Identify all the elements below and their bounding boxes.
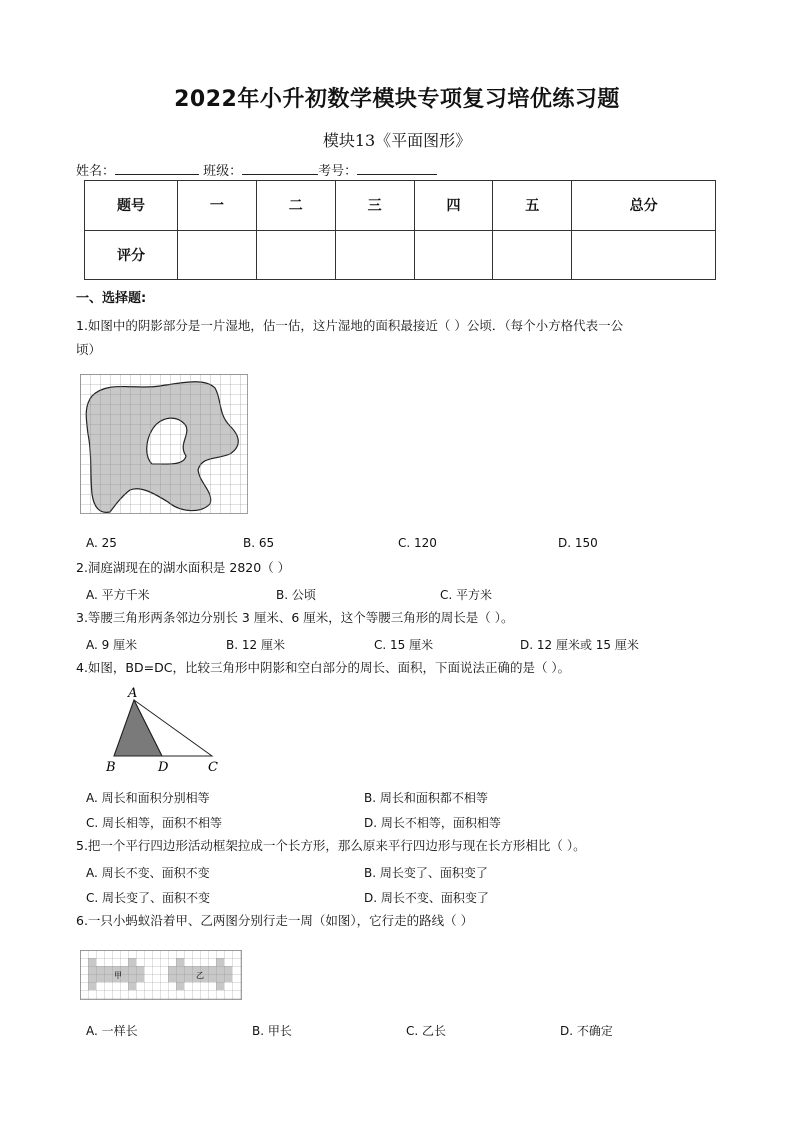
vertex-label-b: B [106,760,116,775]
q4-option-d[interactable]: D. 周长不相等，面积相等 [364,816,501,830]
q5-option-a[interactable]: A. 周长不变、面积不变 [86,866,210,880]
score-row2-header: 评分 [85,230,178,280]
q2-option-a[interactable]: A. 平方千米 [86,588,150,602]
figure-label-yi: 乙 [196,971,204,980]
question-2-text: 2.洞庭湖现在的湖水面积是 2820（ ） [76,560,291,575]
q3-option-c[interactable]: C. 15 厘米 [374,638,434,652]
q1-option-d[interactable]: D. 150 [558,536,598,550]
score-col-2: 二 [256,181,335,231]
wetland-grid-figure [80,374,250,516]
q2-option-b[interactable]: B. 公顷 [276,588,316,602]
question-1-text: 1.如图中的阴影部分是一片湿地，估一估，这片湿地的面积最接近（ ）公顷．（每个小方格代表一公 [76,318,624,333]
q1-option-c[interactable]: C. 120 [398,536,437,550]
section-heading: 一、选择题: [76,291,147,306]
q4-option-c[interactable]: C. 周长相等，面积不相等 [86,816,223,830]
question-4-text: 4.如图，BD=DC，比较三角形中阴影和空白部分的周长、面积，下面说法正确的是（ ）。 [76,660,571,675]
vertex-label-d: D [158,760,169,775]
score-table-score-row [85,230,716,280]
question-5-text: 5.把一个平行四边形活动框架拉成一个长方形，那么原来平行四边形与现在长方形相比（ ）。 [76,838,586,853]
score-cell[interactable] [493,230,572,280]
q3-option-b[interactable]: B. 12 厘米 [226,638,285,652]
vertex-label-a: A [128,686,138,701]
q4-option-b[interactable]: B. 周长和面积都不相等 [364,791,488,805]
score-col-1: 一 [178,181,257,231]
score-col-3: 三 [335,181,414,231]
figure-label-jia: 甲 [114,971,122,980]
q6-option-c[interactable]: C. 乙长 [406,1024,447,1038]
score-col-5: 五 [493,181,572,231]
q5-option-c[interactable]: C. 周长变了、面积不变 [86,891,211,905]
q5-option-b[interactable]: B. 周长变了、面积变了 [364,866,488,880]
score-row1-header: 题号 [85,181,178,231]
q6-option-d[interactable]: D. 不确定 [560,1024,613,1038]
q6-option-b[interactable]: B. 甲长 [252,1024,292,1038]
q4-option-a[interactable]: A. 周长和面积分别相等 [86,791,210,805]
class-label: 班级： [203,164,243,179]
question-6-text: 6.一只小蚂蚁沿着甲、乙两图分别行走一周（如图），它行走的路线（ ） [76,913,474,928]
triangle-figure [100,684,230,776]
student-info-line [76,160,437,179]
ant-path-figure [80,950,244,1002]
exam-label: 考号： [318,164,358,179]
q2-option-c[interactable]: C. 平方米 [440,588,493,602]
q6-option-a[interactable]: A. 一样长 [86,1024,138,1038]
question-1-text-cont: 顷） [76,342,102,357]
page-subtitle: 模块13《平面图形》 [322,131,472,150]
score-table-header-row [85,181,716,231]
question-3-text: 3.等腰三角形两条邻边分别长 3 厘米、6 厘米，这个等腰三角形的周长是（ ）。 [76,610,514,625]
name-blank[interactable] [115,162,199,175]
score-cell[interactable] [178,230,257,280]
score-col-4: 四 [414,181,493,231]
score-table [84,180,716,280]
q1-option-b[interactable]: B. 65 [243,536,275,550]
q5-option-d[interactable]: D. 周长不变、面积变了 [364,891,489,905]
score-cell[interactable] [335,230,414,280]
q1-option-a[interactable]: A. 25 [86,536,117,550]
vertex-label-c: C [208,760,218,775]
score-cell[interactable] [572,230,716,280]
exam-blank[interactable] [357,162,437,175]
q3-option-d[interactable]: D. 12 厘米或 15 厘米 [520,638,639,652]
score-col-total: 总分 [572,181,716,231]
score-cell[interactable] [256,230,335,280]
page-title: 2022年小升初数学模块专项复习培优练习题 [174,87,620,112]
q3-option-a[interactable]: A. 9 厘米 [86,638,138,652]
name-label: 姓名： [76,164,116,179]
class-blank[interactable] [242,162,318,175]
score-cell[interactable] [414,230,493,280]
